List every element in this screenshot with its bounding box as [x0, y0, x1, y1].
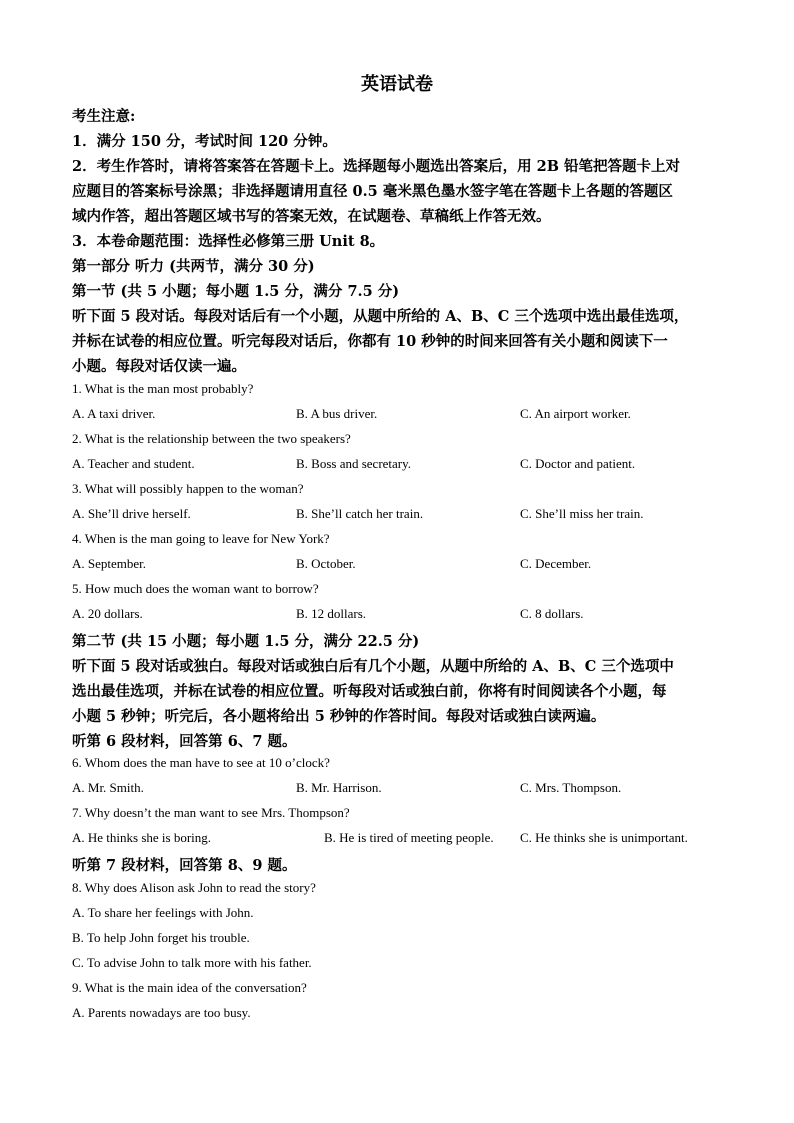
question-2-option-b: B. Boss and secretary. [296, 456, 412, 471]
question-3-option-c: C. She’ll miss her train. [520, 506, 644, 521]
section2-heading: 第二节 (共 15 小题；每小题 1.5 分，满分 22.5 分) [72, 633, 420, 650]
notice-heading: 考生注意: [72, 108, 136, 125]
page-title: 英语试卷 [361, 74, 433, 95]
question-3-stem: 3. What will possibly happen to the woman? [72, 481, 304, 496]
question-2-stem: 2. What is the relationship between the two speakers? [72, 431, 351, 446]
question-3-option-a: A. She’ll drive herself. [72, 506, 191, 521]
question-5-option-c: C. 8 dollars. [520, 606, 584, 621]
question-4-option-c: C. December. [520, 556, 592, 571]
question-1-option-c: C. An airport worker. [520, 406, 631, 421]
question-7-stem: 7. Why doesn’t the man want to see Mrs. Thompson? [72, 805, 350, 820]
notice-item-2-line-3: 域内作答，超出答题区域书写的答案无效，在试题卷、草稿纸上作答无效。 [72, 208, 551, 225]
section1-heading: 第一节 (共 5 小题；每小题 1.5 分，满分 7.5 分) [72, 283, 400, 300]
question-3-option-b: B. She’ll catch her train. [296, 506, 424, 521]
question-8-option-b: B. To help John forget his trouble. [72, 930, 250, 945]
question-5-option-b: B. 12 dollars. [296, 606, 367, 621]
question-5-stem: 5. How much does the woman want to borrow? [72, 581, 319, 596]
material-7-heading: 听第 7 段材料，回答第 8、9 题。 [72, 857, 297, 874]
question-6-option-a: A. Mr. Smith. [72, 780, 144, 795]
section2-instructions-line-2: 选出最佳选项，并标在试卷的相应位置。听每段对话或独白前，你将有时间阅读各个小题，每 [72, 683, 667, 700]
question-2-option-a: A. Teacher and student. [72, 456, 195, 471]
section1-instructions-line-1: 听下面 5 段对话。每段对话后有一个小题，从题中所给的 A、B、C 三个选项中选出最佳选项， [72, 308, 689, 325]
question-4-option-a: A. September. [72, 556, 147, 571]
section2-instructions-line-1: 听下面 5 段对话或独白。每段对话或独白后有几个小题，从题中所给的 A、B、C 三个选项中 [72, 658, 674, 675]
question-4-stem: 4. When is the man going to leave for New York? [72, 531, 330, 546]
material-6-heading: 听第 6 段材料，回答第 6、7 题。 [72, 733, 297, 750]
notice-item-3: 3．本卷命题范围：选择性必修第三册 Unit 8。 [72, 233, 385, 250]
notice-item-2-line-2: 应题目的答案标号涂黑；非选择题请用直径 0.5 毫米黑色墨水签字笔在答题卡上各题的答题区 [72, 183, 673, 200]
question-7-option-b: B. He is tired of meeting people. [324, 830, 494, 845]
question-9-stem: 9. What is the main idea of the conversation? [72, 980, 307, 995]
question-8-option-c: C. To advise John to talk more with his father. [72, 955, 312, 970]
question-9-option-a: A. Parents nowadays are too busy. [72, 1005, 251, 1020]
question-6-option-c: C. Mrs. Thompson. [520, 780, 622, 795]
question-8-option-a: A. To share her feelings with John. [72, 905, 254, 920]
question-5-option-a: A. 20 dollars. [72, 606, 143, 621]
question-1-option-b: B. A bus driver. [296, 406, 378, 421]
question-2-option-c: C. Doctor and patient. [520, 456, 636, 471]
section1-instructions-line-3: 小题。每段对话仅读一遍。 [72, 358, 246, 375]
question-4-option-b: B. October. [296, 556, 356, 571]
question-8-stem: 8. Why does Alison ask John to read the story? [72, 880, 316, 895]
notice-item-1: 1．满分 150 分，考试时间 120 分钟。 [72, 133, 337, 150]
question-1-option-a: A. A taxi driver. [72, 406, 156, 421]
notice-item-2-line-1: 2．考生作答时，请将答案答在答题卡上。选择题每小题选出答案后，用 2B 铅笔把答题卡上对 [72, 158, 681, 175]
question-6-option-b: B. Mr. Harrison. [296, 780, 382, 795]
section2-instructions-line-3: 小题 5 秒钟；听完后，各小题将给出 5 秒钟的作答时间。每段对话或独白读两遍。 [72, 708, 606, 725]
part1-heading: 第一部分 听力 (共两节，满分 30 分) [72, 258, 315, 275]
question-7-option-c: C. He thinks she is unimportant. [520, 830, 688, 845]
question-7-option-a: A. He thinks she is boring. [72, 830, 212, 845]
question-6-stem: 6. Whom does the man have to see at 10 o’clock? [72, 755, 330, 770]
section1-instructions-line-2: 并标在试卷的相应位置。听完每段对话后，你都有 10 秒钟的时间来回答有关小题和阅读下一 [72, 333, 668, 350]
question-1-stem: 1. What is the man most probably? [72, 381, 254, 396]
